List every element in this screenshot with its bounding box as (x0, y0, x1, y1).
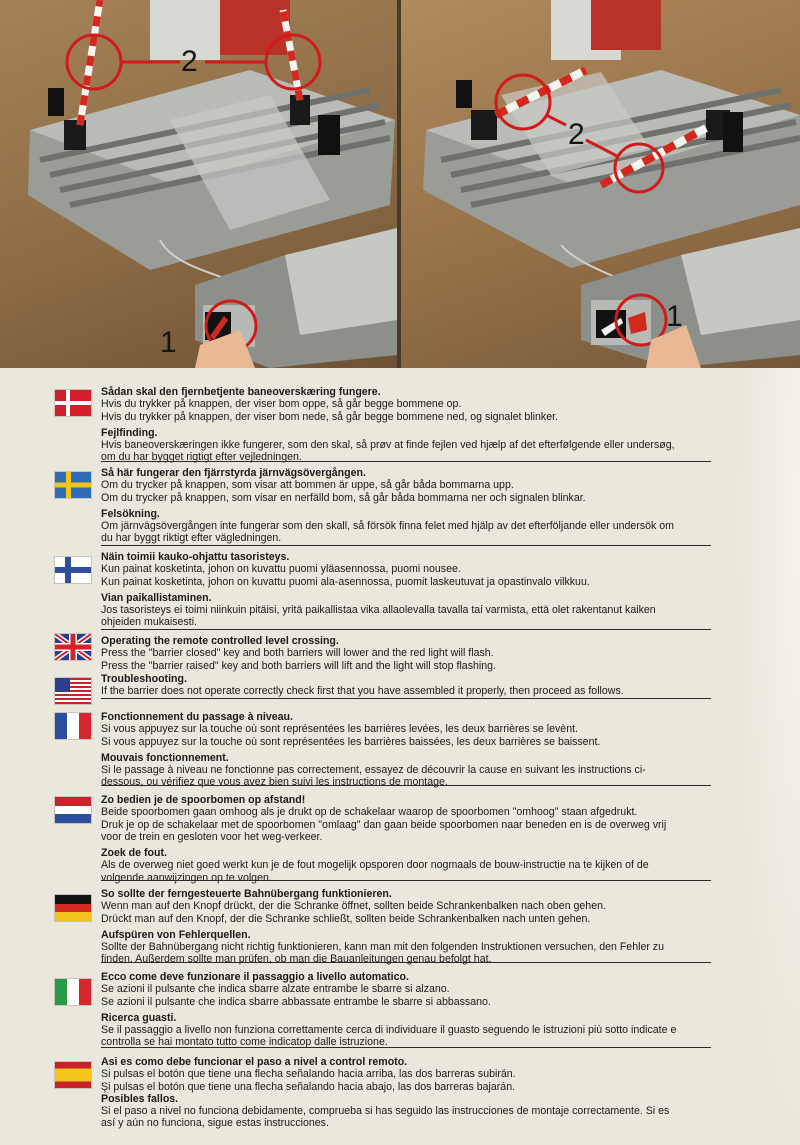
photo-barriers-lowered (401, 0, 800, 368)
instruction-line: dessous, ou vérifiez que vous avez bien suivi les instructions de montage. (101, 776, 448, 789)
instruction-line: Om du trycker på knappen, som visar en nerfälld bom, så går båda bommarna ner och signalen blinkar. (101, 491, 586, 504)
instruction-line: Om du trycker på knappen, som visar att bommen är uppe, så går båda bommarna upp. (101, 479, 514, 492)
section-heading: Aufspüren von Fehlerquellen. (101, 928, 251, 941)
instruction-line: Als de overweg niet goed werkt kun je de fout mogelijk opsporen door nogmaals de bouw-instructie na te kijken of de (101, 859, 649, 872)
instruction-line: Press the "barrier raised" key and both barriers will lift and the light will stop flashing. (101, 659, 496, 672)
instruction-line: Beide spoorbomen gaan omhoog als je drukt op de schakelaar waarop de spoorbomen "omhoog" staan afgedrukt. (101, 806, 638, 819)
step-number-1: 1 (666, 300, 683, 333)
section-heading: Zo bedien je de spoorbomen op afstand! (101, 794, 306, 806)
flag-usa-icon (55, 678, 91, 704)
section-divider (101, 1047, 711, 1048)
section-heading: Så här fungerar den fjärrstyrda järnvägsövergången. (101, 467, 366, 479)
section-heading: Troubleshooting. (101, 673, 187, 685)
instruction-line: así y aún no funciona, sigue estas instrucciones. (101, 1117, 329, 1130)
section-divider (101, 461, 711, 462)
section-heading: Felsökning. (101, 507, 160, 520)
instruction-line: du har byggt riktigt efter vägledningen. (101, 532, 282, 545)
instruction-line: Si pulsas el botón que tiene una flecha señalando hacia arriba, las dos barreras subirán. (101, 1068, 516, 1081)
step-number-1: 1 (160, 326, 177, 359)
instruction-line: Kun painat kosketinta, johon on kuvattu puomi yläasennossa, puomi nousee. (101, 563, 461, 576)
instruction-line: Hvis du trykker på knappen, der viser bom nede, så går begge bommene ned, og signalet blinker. (101, 410, 558, 423)
instruction-line: Se il passaggio a livello non funziona correttamente cerca di individuare il guasto seguendo le istruzioni più sotto indicate e (101, 1024, 677, 1037)
instruction-text-germany (101, 888, 729, 966)
instruction-line: Kun painat kosketinta, johon on kuvattu puomi ala-asennossa, puomit laskeutuvat ja opastinvalo vilkkuu. (101, 575, 590, 588)
instruction-photos (0, 0, 800, 368)
section-heading: Fejlfinding. (101, 426, 158, 439)
instruction-text-uk (101, 635, 729, 672)
instruction-text-finland (101, 551, 729, 629)
section-heading: So sollte der ferngesteuerte Bahnübergang funktionieren. (101, 888, 392, 900)
section-heading: Sådan skal den fjernbetjente baneoverskæring fungere. (101, 386, 381, 398)
section-heading: Posibles fallos. (101, 1092, 179, 1105)
instruction-text-italy (101, 971, 729, 1049)
section-heading: Zoek de fout. (101, 847, 167, 860)
instruction-line: Press the "barrier closed" key and both barriers will lower and the red light will flash. (101, 647, 494, 660)
instruction-text-spain (101, 1056, 729, 1130)
instruction-line: Se azioni il pulsante che indica sbarre alzate entrambe le sbarre si alzano. (101, 983, 450, 996)
section-divider (101, 962, 711, 963)
section-divider (101, 545, 711, 546)
instruction-line: Druk je op de schakelaar met de spoorbomen "omlaag" dan gaan beide spoorbomen naar beneden en is de overweg vrij (101, 818, 667, 831)
instruction-line: voor de trein en gesloten voor het weg-verkeer. (101, 830, 323, 843)
section-heading: Asi es como debe funcionar el paso a nivel a control remoto. (101, 1056, 408, 1068)
flag-spain-icon (55, 1062, 91, 1088)
flag-uk-icon (55, 634, 91, 660)
section-divider (101, 785, 711, 786)
instruction-line: Sollte der Bahnübergang nicht richtig funktionieren, kann man mit den folgenden Instruktionen versuchen, den Fehler zu (101, 941, 664, 954)
instruction-line: Şi pulsas el botón que tiene una flecha señalando hacia abajo, las dos barreras bajarán. (101, 1080, 516, 1093)
instruction-line: Hvis baneoverskæringen ikke fungerer, som den skal, så prøv at finde fejlen ved hjælp af det efterfølgende eller undersøg, (101, 439, 675, 452)
instruction-line: Hvis du trykker på knappen, der viser bom oppe, så går begge bommene op. (101, 398, 462, 411)
flag-finland-icon (55, 557, 91, 583)
instruction-line: Se azioni il pulsante che indica sbarre abbassate entrambe le sbarre si abbassano. (101, 995, 491, 1008)
section-divider (101, 880, 711, 881)
instruction-line: Si vous appuyez sur la touche où sont représentées les barrières baissées, les deux barrières se baissent. (101, 735, 601, 748)
instruction-text-netherlands (101, 794, 729, 884)
instruction-line: Om järnvägsövergången inte fungerar som den skall, så försök finna felet med hjälp av det efterföljande eller undersök om (101, 520, 674, 533)
section-heading: Mouvais fonctionnement. (101, 751, 229, 764)
instruction-text-usa (101, 673, 729, 698)
step-number-2: 2 (181, 45, 198, 78)
flag-sweden-icon (55, 472, 91, 498)
level-crossing-illustration-raised (0, 0, 397, 368)
section-divider (101, 698, 711, 699)
flag-italy-icon (55, 979, 91, 1005)
section-heading: Ecco come deve funzionare il passaggio a livello automatico. (101, 971, 409, 983)
instruction-line: om du har bygget rigtigt efter vejledningen. (101, 451, 302, 464)
instruction-line: Drückt man auf den Knopf, der die Schranke schließt, sollten beide Schrankenbalken nach unten gehen. (101, 912, 591, 925)
instruction-line: controlla se hai montato tutto come indicatop dalle istruzione. (101, 1036, 388, 1049)
section-heading: Fonctionnement du passage à niveau. (101, 711, 293, 723)
flag-france-icon (55, 713, 91, 739)
section-heading: Ricerca guasti. (101, 1011, 177, 1024)
section-divider (101, 629, 711, 630)
flag-netherlands-icon (55, 797, 91, 823)
instruction-line: Si vous appuyez sur la touche où sont représentées les barrières levées, les deux barrières se levènt. (101, 723, 578, 736)
instruction-text-denmark (101, 386, 729, 464)
instruction-line: Wenn man auf den Knopf drückt, der die Schranke öffnet, sollten beide Schrankenbalken nach oben gehen. (101, 900, 606, 913)
flag-denmark-icon (55, 390, 91, 416)
flag-germany-icon (55, 895, 91, 921)
instruction-line: ohjeiden mukaisesti. (101, 616, 197, 629)
instruction-text-france (101, 711, 729, 789)
instruction-line: Si le passage à niveau ne fonctionne pas correctement, essayez de découvrir la cause en suivant les instructions ci- (101, 764, 646, 777)
section-heading: Vian paikallistaminen. (101, 591, 212, 604)
instruction-text-sweden (101, 467, 729, 545)
instruction-line: finden. Außerdem sollte man prüfen, ob man die Bauanleitungen genau befolgt hat. (101, 953, 492, 966)
instruction-line: Jos tasoristeys ei toimi niinkuin pitäisi, yritä paikallistaa vika allaolevalla tavalla tai varmista, että olet rakentanut kaiken (101, 604, 656, 617)
paper-edge-highlight (740, 368, 800, 1145)
instruction-line: If the barrier does not operate correctly check first that you have assembled it properly, then proceed as follows. (101, 685, 624, 698)
instruction-line: Si el paso a nivel no funciona debidamente, comprueba si has seguido las instrucciones de montaje correctamente. Si es (101, 1105, 670, 1118)
section-heading: Näin toimii kauko-ohjattu tasoristeys. (101, 551, 290, 563)
photo-barriers-raised (0, 0, 397, 368)
step-number-2: 2 (568, 118, 585, 151)
section-heading: Operating the remote controlled level crossing. (101, 635, 339, 647)
instruction-line: volgende aanwijzingen op te volgen. (101, 871, 272, 884)
level-crossing-illustration-lowered (401, 0, 800, 368)
